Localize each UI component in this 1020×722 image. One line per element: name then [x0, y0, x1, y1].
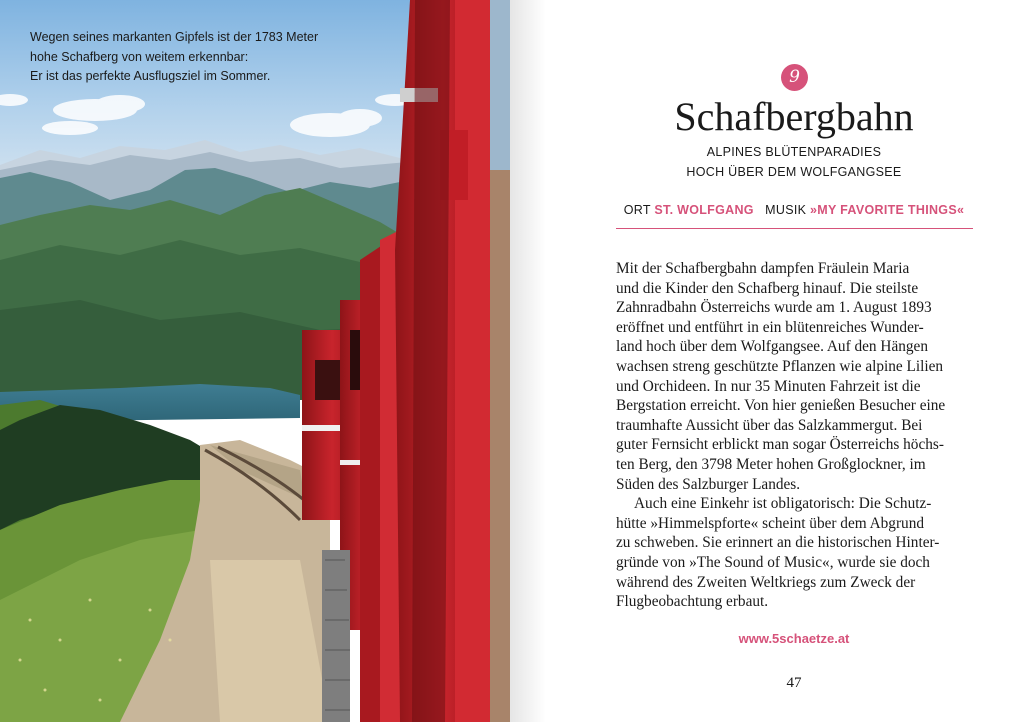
body-line: ten Berg, den 3798 Meter hohen Großglockner, im: [616, 455, 926, 473]
body-line: zu schweben. Sie erinnert an die historischen Hinter-: [616, 534, 940, 552]
music-value: »MY FAVORITE THINGS«: [810, 203, 965, 217]
place-value: ST. WOLFGANG: [654, 203, 754, 217]
caption-line: Wegen seines markanten Gipfels ist der 1783 Meter: [30, 30, 319, 44]
meta-line: [616, 200, 972, 220]
body-line: und die Kinder den Schafberg hinauf. Die steilste: [616, 279, 919, 297]
body-line: und Orchideen. In nur 35 Minuten Fahrzeit ist die: [616, 377, 921, 395]
photo-caption: [30, 28, 360, 87]
body-line: hütte »Himmelspforte« scheint über dem Abgrund: [616, 514, 924, 532]
body-line: wachsen streng geschützte Pflanzen wie alpine Lilien: [616, 357, 944, 375]
book-gutter-shadow: [510, 0, 546, 722]
subtitle-line: ALPINES BLÜTENPARADIES: [706, 145, 882, 159]
body-line: eröffnet und entführt in ein blütenreiches Wunder-: [616, 318, 924, 336]
body-line: Mit der Schafbergbahn dampfen Fräulein Maria: [616, 260, 910, 277]
music-label: MUSIK: [765, 203, 807, 217]
website-link[interactable]: www.5schaetze.at: [738, 631, 850, 646]
body-line: traumhafte Aussicht über das Salzkammergut. Bei: [616, 416, 923, 434]
body-line: während des Zweiten Weltkriegs zum Zweck der: [616, 573, 916, 591]
page-number: 47: [786, 675, 802, 691]
body-line: Auch eine Einkehr ist obligatorisch: Die Schutz-: [634, 495, 932, 513]
subtitle: [616, 142, 972, 182]
body-text: [616, 259, 976, 612]
body-line: Süden des Salzburger Landes.: [616, 475, 801, 493]
body-line: land hoch über dem Wolfgangsee. Auf den Hängen: [616, 338, 928, 356]
caption-line: Er ist das perfekte Ausflugsziel im Sommer.: [30, 69, 271, 83]
body-line: Flugbeobachtung erbaut.: [616, 593, 769, 611]
divider-rule: [616, 228, 973, 229]
body-line: Bergstation erreicht. Von hier genießen Besucher eine: [616, 397, 946, 415]
caption-line: hohe Schafberg von weitem erkennbar:: [30, 49, 249, 64]
chapter-number-badge: 9: [781, 64, 808, 91]
body-line: gründe von »The Sound of Music«, wurde sie doch: [616, 553, 930, 571]
body-line: Zahnradbahn Österreichs wurde am 1. August 1893: [616, 299, 932, 317]
place-label: ORT: [623, 203, 651, 217]
body-line: guter Fernsicht erblickt man sogar Österreichs höchs-: [616, 436, 944, 454]
subtitle-line: HOCH ÜBER DEM WOLFGANGSEE: [686, 165, 902, 179]
page-title: Schafbergbahn: [674, 94, 914, 139]
